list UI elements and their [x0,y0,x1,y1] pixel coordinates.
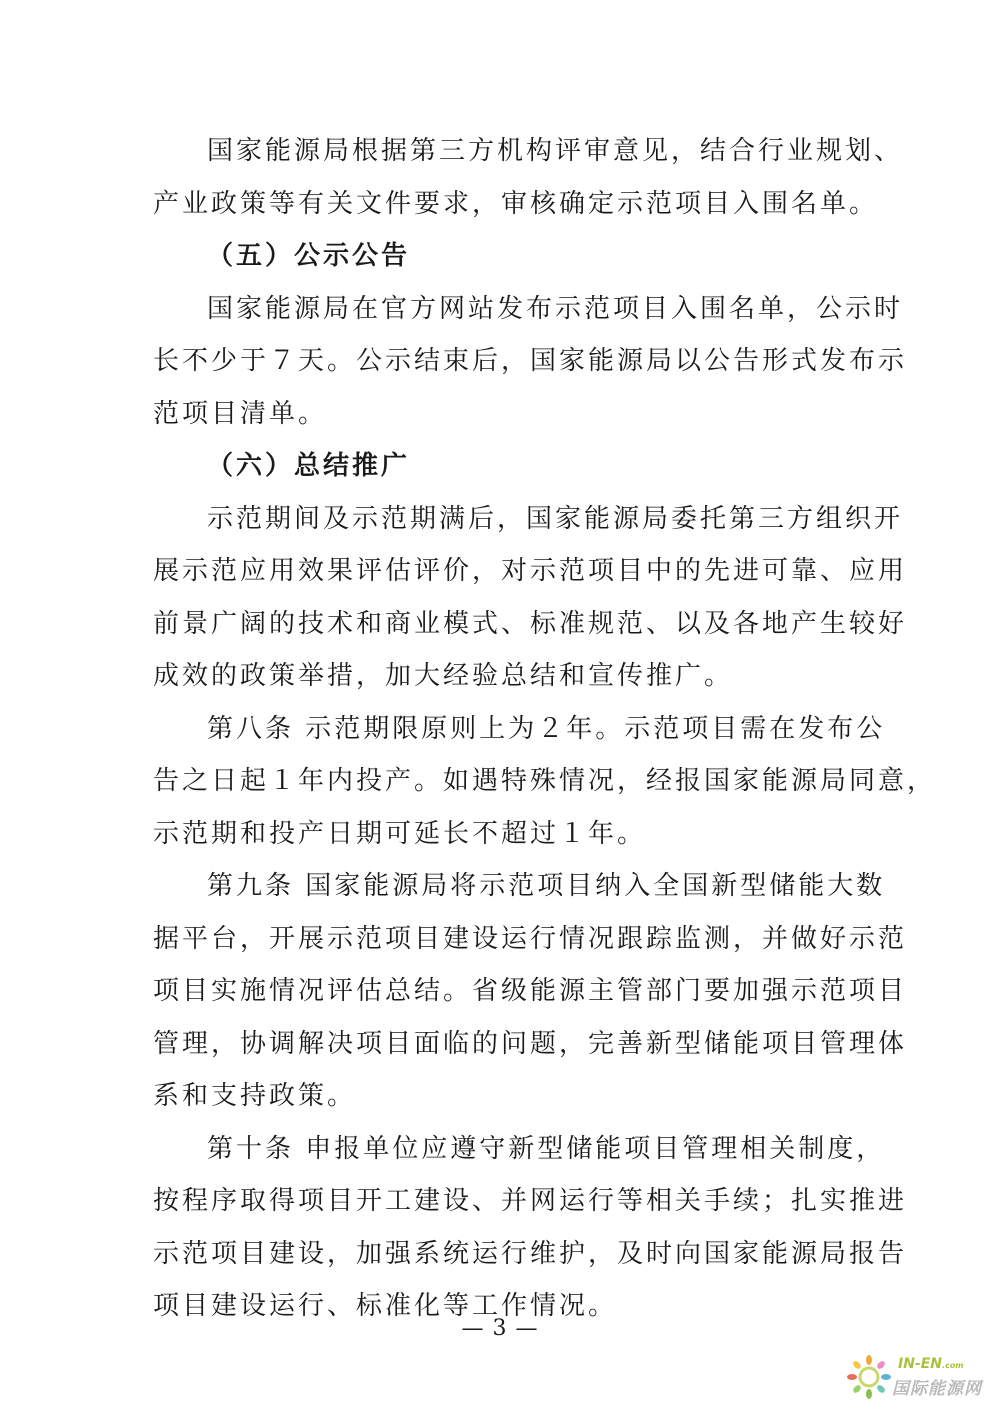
paragraph-line: 范项目清单。 [153,398,328,429]
article-eight-line: 第八条 示范期限原则上为２年。示范项目需在发布公 [207,713,886,744]
paragraph-line: 国家能源局根据第三方机构评审意见，结合行业规划、 [207,136,904,166]
section-heading-publicity: （五）公示公告 [207,241,411,271]
article-ten-line: 第十条 申报单位应遵守新型储能项目管理相关制度， [207,1133,886,1164]
paragraph-line: 展示范应用效果评估评价，对示范项目中的先进可靠、应用 [153,556,908,586]
paragraph-line: 成效的政策举措，加大经验总结和宣传推广。 [153,661,734,691]
document-body [153,125,937,1333]
paragraph-line: 项目实施情况评估总结。省级能源主管部门要加强示范项目 [153,976,908,1006]
watermark-cn: 国际能源网 [892,1379,982,1399]
paragraph-line: 长不少于７天。公示结束后，国家能源局以公告形式发布示 [153,346,908,376]
watermark-en: IN-EN.com [898,1356,964,1372]
article-nine-line: 第九条 国家能源局将示范项目纳入全国新型储能大数 [207,871,886,901]
paragraph-line: 国家能源局在官方网站发布示范项目入围名单，公示时 [207,293,904,324]
sun-logo-icon [846,1354,892,1400]
watermark-logo [846,1352,986,1402]
paragraph-line: 据平台，开展示范项目建设运行情况跟踪监测，并做好示范 [153,923,908,954]
paragraph-line: 管理，协调解决项目面临的问题，完善新型储能项目管理体 [153,1028,908,1059]
paragraph-line: 产业政策等有关文件要求，审核确定示范项目入围名单。 [153,188,879,219]
paragraph-line: 项目建设运行、标准化等工作情况。 [153,1291,618,1321]
page-number: — 3 — [461,1316,539,1341]
section-heading-summary: （六）总结推广 [207,451,411,481]
paragraph-line: 前景广阔的技术和商业模式、标准规范、以及各地产生较好 [153,608,908,639]
paragraph-line: 系和支持政策。 [153,1081,357,1111]
paragraph-line: 告之日起１年内投产。如遇特殊情况，经报国家能源局同意， [153,766,937,796]
paragraph-line: 示范期间及示范期满后，国家能源局委托第三方组织开 [207,503,904,534]
paragraph-line: 按程序取得项目开工建设、并网运行等相关手续；扎实推进 [153,1186,908,1216]
paragraph-line: 示范项目建设，加强系统运行维护，及时向国家能源局报告 [153,1238,908,1269]
paragraph-line: 示范期和投产日期可延长不超过１年。 [153,818,647,849]
